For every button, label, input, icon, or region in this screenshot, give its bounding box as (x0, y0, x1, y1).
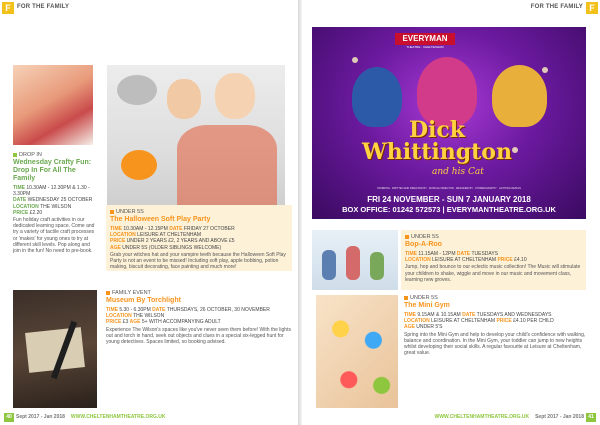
sparkle (542, 67, 548, 73)
category-marker (106, 291, 110, 295)
poster-dates: FRI 24 NOVEMBER - SUN 7 JANUARY 2018 (367, 195, 531, 204)
bop-location-label: LOCATION (405, 257, 431, 264)
soft-play-date-label: DATE (169, 226, 183, 232)
soft-play-location: LEISURE AT CHELTENHAM (137, 232, 202, 239)
bop-time: 11.15AM - 12PM (418, 251, 456, 257)
soft-play-price: UNDER 2 YEARS £2, 2 YEARS AND ABOVE £5 (126, 238, 235, 245)
bop-a-roo-listing (401, 230, 586, 290)
poster-title (362, 119, 512, 163)
poster-box-office: BOX OFFICE: 01242 572573 | EVERYMANTHEATRE.ORG.UK (342, 205, 556, 214)
museum-title: Museum By Torchlight (106, 297, 181, 304)
bop-date: TUESDAYS (471, 251, 499, 257)
mini-gym-price-label: PRICE (496, 318, 512, 325)
drop-in-date: WEDNESDAY 25 OCTOBER (27, 197, 93, 204)
photo-dance-class (312, 230, 398, 290)
photo-halloween-children (107, 65, 285, 205)
museum-date: THURSDAYS, 26 OCTOBER, 30 NOVEMBER (166, 307, 270, 313)
everyman-logo: EVERYMAN (395, 33, 455, 45)
bop-time-label: TIME (405, 251, 417, 257)
museum-location: THE WILSON (133, 313, 165, 320)
issue-right: Sept 2017 - Jan 2018 (535, 414, 584, 420)
sparkle (512, 147, 518, 153)
mini-gym-age: UNDER 5'S (416, 324, 443, 331)
section-title-left: FOR THE FAMILY (17, 4, 70, 10)
pantomime-poster[interactable] (312, 27, 586, 219)
photo-book-torch (13, 290, 97, 408)
drop-in-time: 10.30AM - 12.30PM & 1.30 - 3.30PM (13, 185, 90, 198)
soft-play-time: 10.30AM - 12.15PM (123, 226, 168, 232)
mini-gym-age-label: AGE (404, 324, 415, 331)
soft-play-title: The Halloween Soft Play Party (110, 216, 211, 223)
category-marker (110, 210, 114, 214)
section-corner-right: F (586, 2, 598, 14)
mini-gym-price: £4.10 PER CHILD (513, 318, 554, 325)
soft-play-time-label: TIME (110, 226, 122, 232)
museum-listing (106, 290, 292, 345)
drop-in-location: THE WILSON (40, 203, 72, 210)
drop-in-price-label: PRICE (13, 209, 29, 216)
website-link-right[interactable]: WWW.CHELTENHAMTHEATRE.ORG.UK (434, 414, 530, 420)
bop-date-label: DATE (456, 251, 471, 257)
poster-title-line1: Dick (408, 117, 466, 143)
bop-price-label: PRICE (497, 257, 513, 264)
soft-play-location-label: LOCATION (110, 232, 136, 239)
mini-gym-date-label: DATE (462, 312, 476, 318)
footer-left (2, 413, 165, 422)
poster-title-line2: Whittington (362, 139, 512, 165)
mini-gym-time: 9.15AM & 10.15AM (417, 312, 461, 318)
drop-in-title: Wednesday Crafty Fun: Drop In For All The Family (13, 159, 92, 182)
everyman-logo-sub: THEATRE · CHELTENHAM (406, 45, 444, 49)
soft-play-listing (106, 205, 292, 271)
museum-age: 5+ WITH ACCOMPANYING ADULT (141, 319, 221, 326)
drop-in-location-label: LOCATION (13, 203, 39, 210)
bop-price: £4.10 (514, 257, 527, 264)
footer-right (435, 413, 598, 422)
museum-time: 5.30 - 6.30PM (119, 307, 151, 313)
website-link-left[interactable]: WWW.CHELTENHAMTHEATRE.ORG.UK (70, 414, 166, 420)
museum-tag: FAMILY EVENT (112, 290, 151, 296)
museum-price-label: PRICE (106, 319, 122, 326)
section-title-right: FOR THE FAMILY (530, 4, 583, 10)
soft-play-date: FRIDAY 27 OCTOBER (183, 226, 235, 232)
photo-ball-pit (316, 295, 398, 408)
mini-gym-listing (404, 295, 588, 356)
mini-gym-description: Spring into the Mini Gym and help to develop your child's confidence with walking, balance and coordination. In the Mini Gym, your toddler can jump to new heights whilst developing their social skills. A regular favourite at Leisure at Cheltenham, great value. (404, 331, 586, 357)
category-marker (404, 296, 408, 300)
bop-tag: UNDER 5S (411, 234, 439, 240)
mini-gym-tag: UNDER 5S (410, 295, 438, 301)
museum-date-label: DATE (152, 307, 166, 313)
drop-in-tag: DROP IN (19, 152, 42, 158)
bop-location: LEISURE AT CHELTENHAM (432, 257, 497, 264)
page-number-right: 41 (586, 413, 596, 422)
drop-in-date-label: DATE (13, 197, 27, 204)
museum-price: £3 (122, 319, 129, 326)
sparkle (352, 57, 358, 63)
soft-play-tag: UNDER 5S (116, 209, 144, 215)
photo-child-drawing (13, 65, 93, 145)
category-marker (13, 153, 17, 157)
soft-play-price-label: PRICE (110, 238, 126, 245)
drop-in-listing (13, 152, 99, 254)
cast-member (492, 65, 547, 127)
mini-gym-date: TUESDAYS AND WEDNESDAYS (476, 312, 552, 318)
bop-title: Bop-A-Roo (405, 241, 442, 248)
page-number-left: 40 (4, 413, 14, 422)
drop-in-price: £2.20 (29, 209, 43, 216)
poster-subtitle: and his Cat (432, 167, 484, 177)
bop-description: Jump, hop and bounce to our eclectic music collection! The Music will stimulate your children to shake, wiggle and move in our music and movement class, learning new groves. (405, 264, 581, 283)
poster-credits: STARRING · WRITTEN AND DIRECTED BY · MUSICAL DIRECTOR · DESIGNED BY · CHOREOGRAPHY · LIGHTING DESIGN (377, 187, 521, 190)
mini-gym-time-label: TIME (404, 312, 416, 318)
museum-age-label: AGE (129, 319, 141, 326)
issue-left: Sept 2017 - Jan 2018 (16, 414, 65, 420)
soft-play-description: Grab your witches hat and your vampire teeth because the Halloween Soft Play Party is not an event to be missed! Including soft play, apple bobbing, potion making, biscuit decorating, face painting and much more! (110, 251, 286, 271)
soft-play-age: UNDER 5S (OLDER SIBLINGS WELCOME) (122, 244, 222, 251)
category-marker (405, 235, 409, 239)
mini-gym-location-label: LOCATION (404, 318, 430, 325)
museum-time-label: TIME (106, 307, 118, 313)
drop-in-description: Fun holiday craft activities in our dedicated learning space. Come and try a variety of tactile craft processes or 'makes' for young ones to try at different skill levels. Pop along and join in the fun! No need to pre-book. (13, 217, 95, 255)
mini-gym-title: The Mini Gym (404, 302, 450, 309)
cast-member (352, 67, 402, 127)
soft-play-age-label: AGE (110, 244, 121, 251)
drop-in-time-label: TIME (13, 185, 25, 191)
left-page (0, 0, 298, 425)
museum-description: Experience The Wilson's spaces like you've never seen them before! With the lights out and torch in hand, seek out objects and clues in a special six-legged hunt for young detectives. Spaces limited, so booking advised. (106, 326, 291, 346)
museum-location-label: LOCATION (106, 313, 132, 320)
mini-gym-location: LEISURE AT CHELTENHAM (431, 318, 496, 325)
section-corner-left: F (2, 2, 14, 14)
